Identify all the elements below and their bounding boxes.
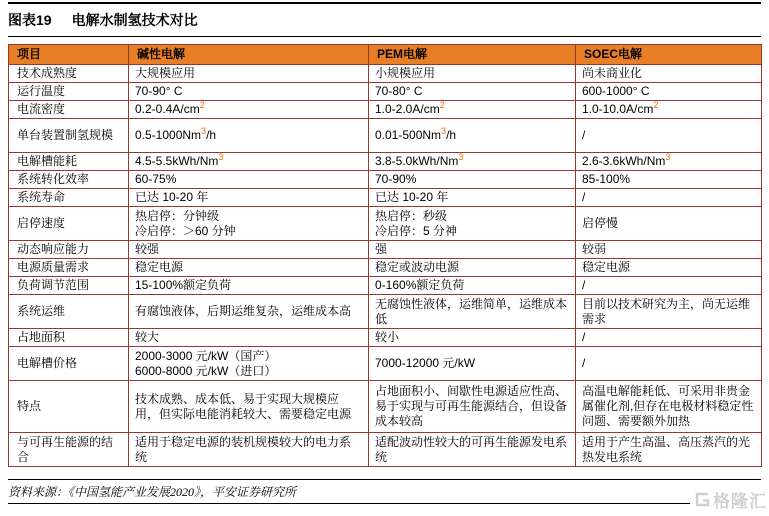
table-row: [9, 153, 762, 171]
row-label: 系统运维: [9, 295, 129, 329]
cell-pem: 0.01-500Nm$^3$/h: [369, 119, 576, 153]
figure-title: 电解水制氢技术对比: [71, 12, 198, 28]
cell-pem: 70-90%: [369, 171, 576, 189]
cell-pem: 无腐蚀性液体，运维简单，运维成本低: [369, 295, 576, 329]
cell-pem: 强: [369, 241, 576, 259]
cell-soec: 适用于产生高温、高压蒸汽的光热发电系统: [576, 433, 762, 467]
row-label: 电解槽价格: [9, 347, 129, 381]
cell-pem: 占地面积小、间歇性电源适应性高、易于实现与可再生能源结合，但设备成本较高: [369, 381, 576, 433]
electrolysis-comparison-table: [8, 44, 762, 467]
row-label: 系统寿命: [9, 189, 129, 207]
cell-alkaline: 4.5-5.5kWh/Nm$^3$: [129, 153, 369, 171]
row-label: 特点: [9, 381, 129, 433]
table-row: [9, 329, 762, 347]
cell-alkaline: 60-75%: [129, 171, 369, 189]
cell-pem: 0-160%额定负荷: [369, 277, 576, 295]
cell-soec: $1.0-10.0A/cm^2$: [576, 101, 762, 119]
cell-pem: 7000-12000 元/kW: [369, 347, 576, 381]
cell-soec: 85-100%: [576, 171, 762, 189]
table-row: [9, 189, 762, 207]
cell-pem: 3.8-5.0kWh/Nm$^3$: [369, 153, 576, 171]
cell-soec: /: [576, 277, 762, 295]
cell-pem: 70-80° C: [369, 83, 576, 101]
column-header-item: 项目: [9, 45, 129, 65]
table-row: [9, 241, 762, 259]
table-header-row: [9, 45, 762, 65]
cell-soec: 稳定电源: [576, 259, 762, 277]
row-label: 技术成熟度: [9, 65, 129, 83]
column-header-pem: PEM电解: [369, 45, 576, 65]
row-label: 电源质量需求: [9, 259, 129, 277]
cell-alkaline: 较强: [129, 241, 369, 259]
table-row: [9, 381, 762, 433]
table-row: [9, 259, 762, 277]
row-label: 占地面积: [9, 329, 129, 347]
gelonghui-watermark: [690, 487, 767, 512]
cell-pem: 较小: [369, 329, 576, 347]
figure-caption: [8, 2, 761, 37]
figure-number: 图表19: [8, 12, 52, 28]
row-label: 系统转化效率: [9, 171, 129, 189]
cell-alkaline: 0.5-1000Nm$^3$/h: [129, 119, 369, 153]
table-row: [9, 65, 762, 83]
table-row: [9, 207, 762, 241]
row-label: 单台装置制氢规模: [9, 119, 129, 153]
cell-alkaline: 已达 10-20 年: [129, 189, 369, 207]
row-label: 动态响应能力: [9, 241, 129, 259]
gelonghui-logo-icon: [694, 491, 711, 508]
table-row: [9, 277, 762, 295]
cell-soec: /: [576, 347, 762, 381]
table-row: [9, 101, 762, 119]
table-row: [9, 433, 762, 467]
cell-pem: $1.0-2.0A/cm^2$: [369, 101, 576, 119]
table-row: [9, 295, 762, 329]
cell-pem: 适配波动性较大的可再生能源发电系统: [369, 433, 576, 467]
cell-pem: 已达 10-20 年: [369, 189, 576, 207]
row-label: 运行温度: [9, 83, 129, 101]
table-row: [9, 171, 762, 189]
row-label: 与可再生能源的结合: [9, 433, 129, 467]
row-label: 启停速度: [9, 207, 129, 241]
cell-soec: 2.6-3.6kWh/Nm$^3$: [576, 153, 762, 171]
cell-soec: 尚未商业化: [576, 65, 762, 83]
cell-alkaline: 2000-3000 元/kW（国产） 6000-8000 元/kW（进口）: [129, 347, 369, 381]
cell-alkaline: $0.2-0.4A/cm^2$: [129, 101, 369, 119]
cell-soec: /: [576, 189, 762, 207]
table-row: [9, 83, 762, 101]
cell-soec: /: [576, 119, 762, 153]
row-label: 电解槽能耗: [9, 153, 129, 171]
cell-soec: 启停慢: [576, 207, 762, 241]
watermark-label: 格隆汇: [713, 492, 767, 511]
row-label: 电流密度: [9, 101, 129, 119]
cell-alkaline: 大规模应用: [129, 65, 369, 83]
cell-soec: /: [576, 329, 762, 347]
cell-pem: 热启停：秒级 冷启停：5 分神: [369, 207, 576, 241]
row-label: 负荷调节范围: [9, 277, 129, 295]
cell-alkaline: 15-100%额定负荷: [129, 277, 369, 295]
cell-alkaline: 较大: [129, 329, 369, 347]
cell-alkaline: 70-90° C: [129, 83, 369, 101]
cell-soec: 较弱: [576, 241, 762, 259]
cell-soec: 600-1000° C: [576, 83, 762, 101]
column-header-soec: SOEC电解: [576, 45, 762, 65]
cell-soec: 高温电解能耗低、可采用非贵金属催化剂,但存在电极材料稳定性问题、需要额外加热: [576, 381, 762, 433]
cell-soec: 目前以技术研究为主，尚无运维需求: [576, 295, 762, 329]
table-row: [9, 119, 762, 153]
cell-alkaline: 热启停：分钟级 冷启停：＞60 分钟: [129, 207, 369, 241]
cell-pem: 稳定或波动电源: [369, 259, 576, 277]
cell-alkaline: 技术成熟、成本低、易于实现大规模应用，但实际电能消耗较大、需要稳定电源: [129, 381, 369, 433]
cell-pem: 小规模应用: [369, 65, 576, 83]
cell-alkaline: 有腐蚀液体，后期运维复杂，运维成本高: [129, 295, 369, 329]
table-row: [9, 347, 762, 381]
cell-alkaline: 稳定电源: [129, 259, 369, 277]
column-header-alkaline: 碱性电解: [129, 45, 369, 65]
cell-alkaline: 适用于稳定电源的装机规模较大的电力系统: [129, 433, 369, 467]
source-note: 资料来源：《中国氢能产业发展2020》，平安证券研究所: [8, 479, 761, 504]
